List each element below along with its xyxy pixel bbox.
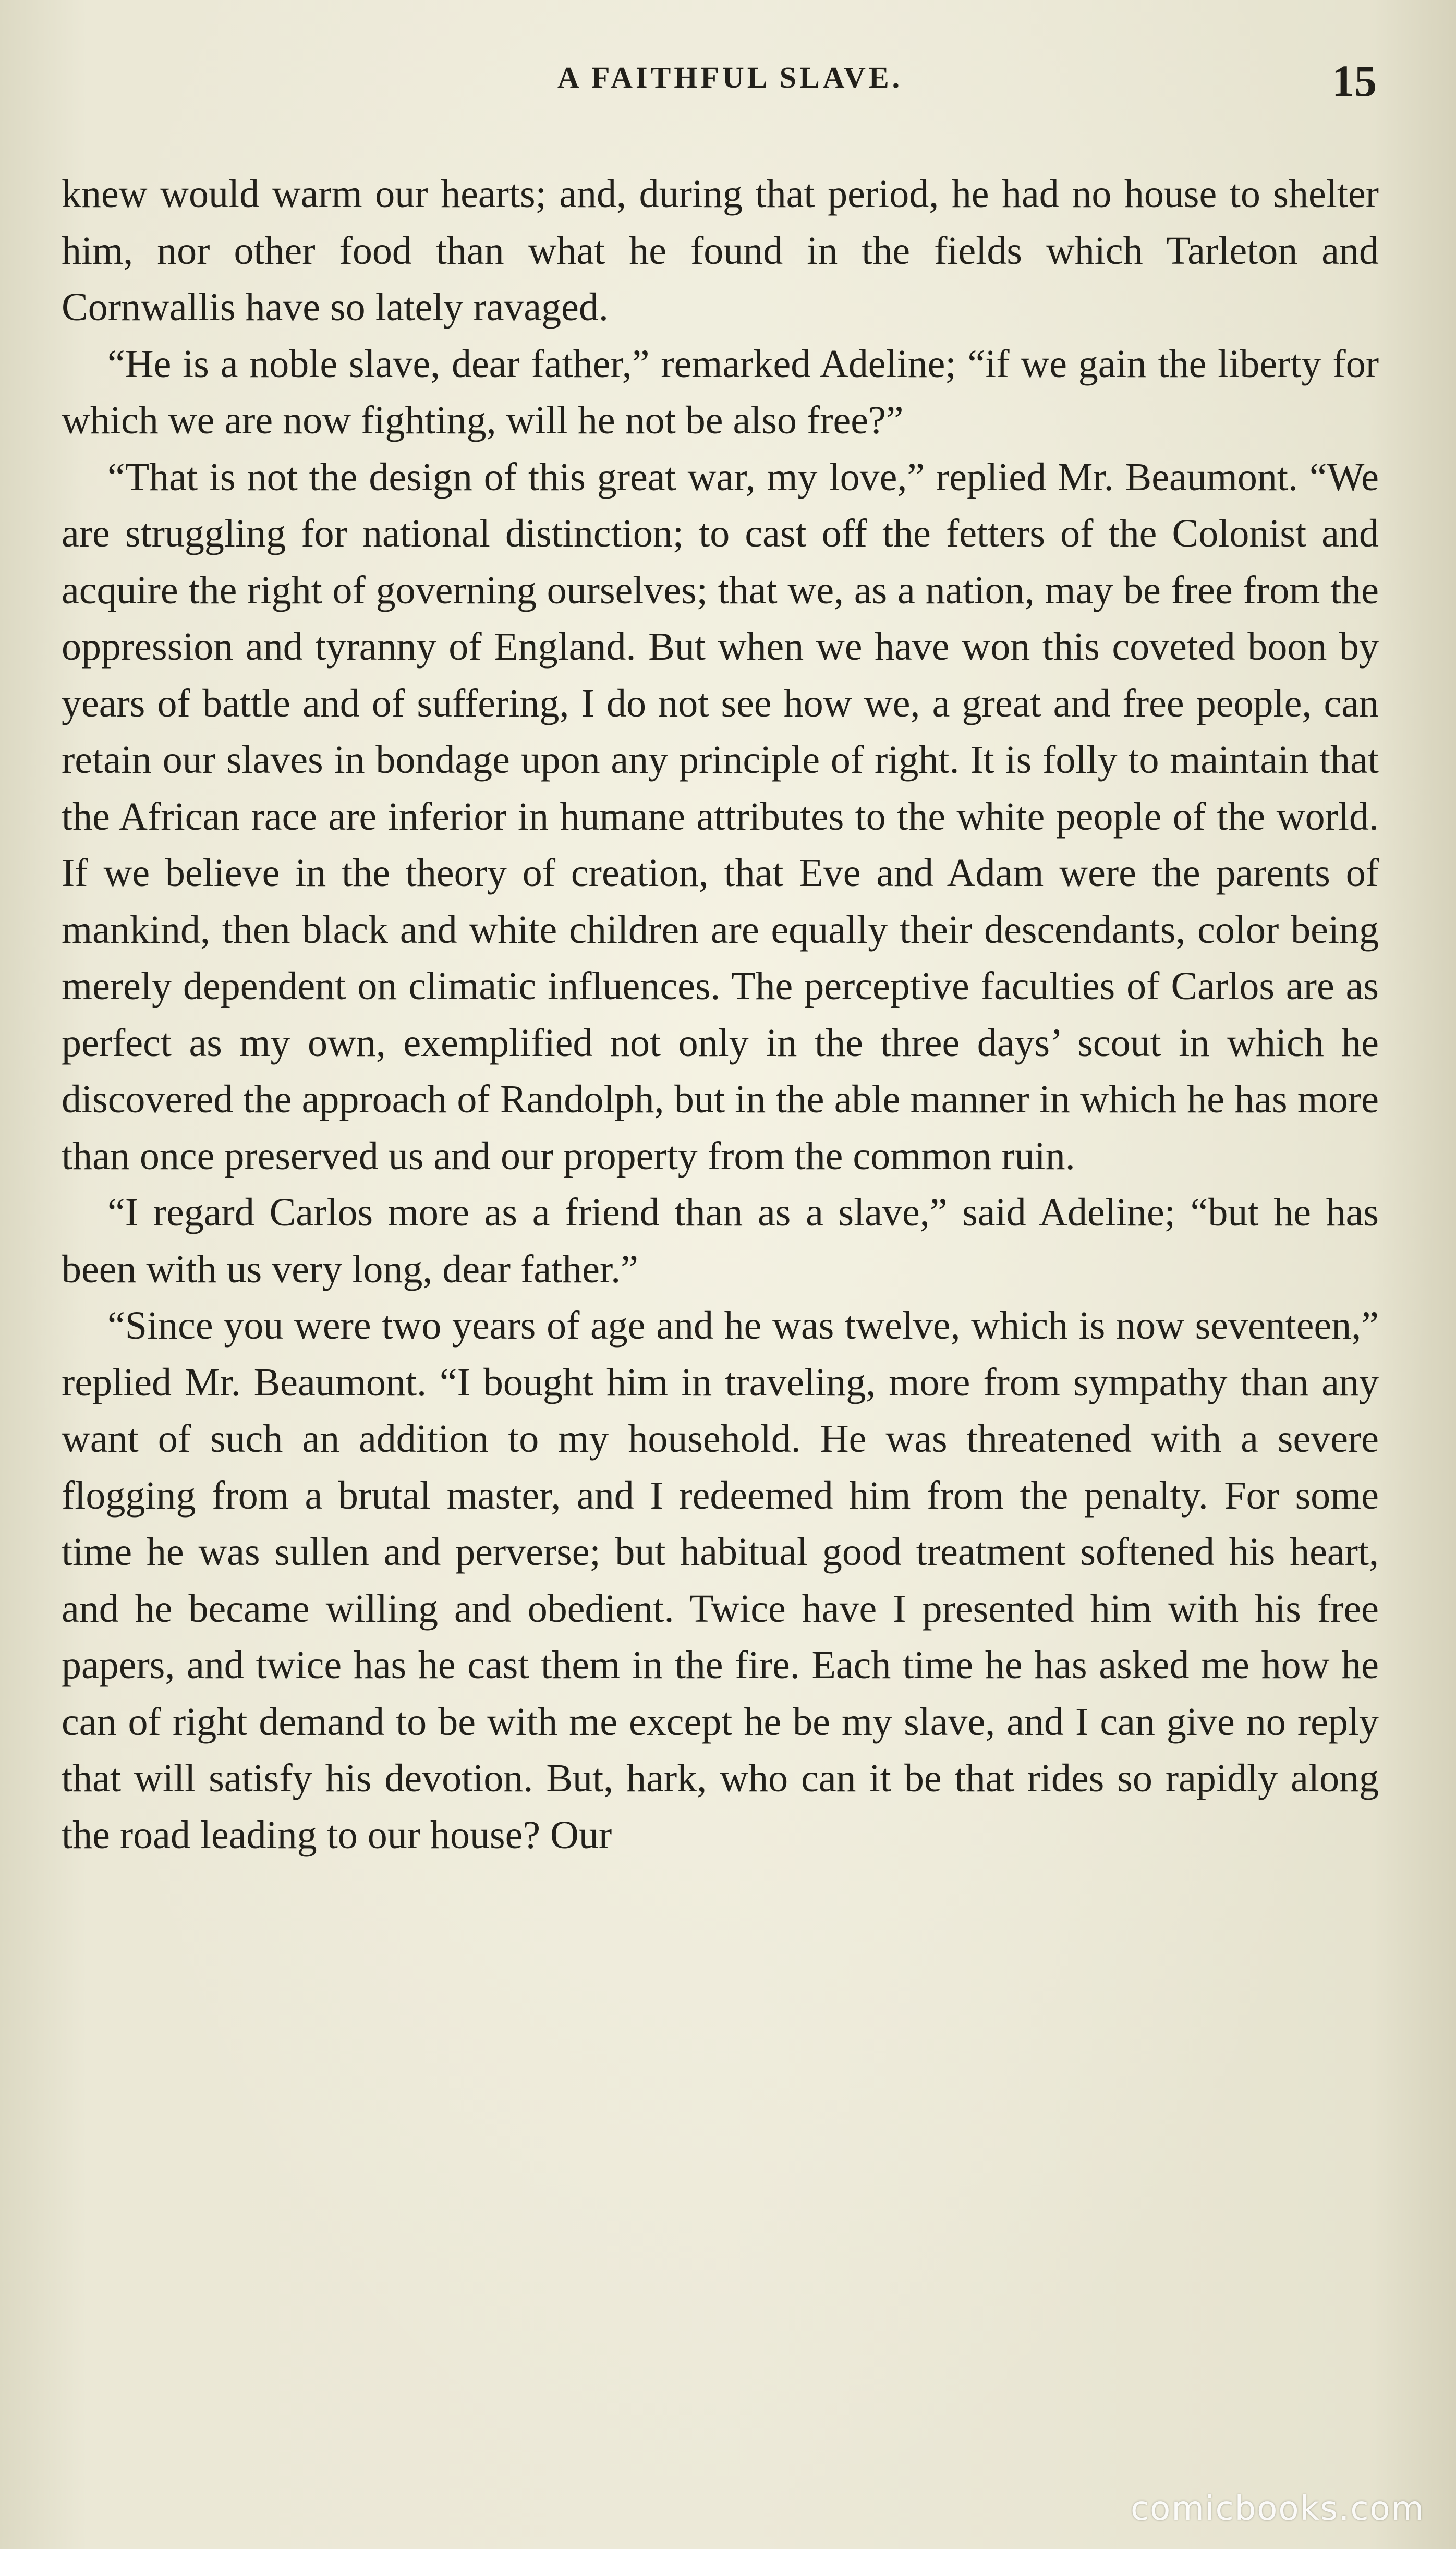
page-number: 15 xyxy=(1332,56,1377,106)
running-head xyxy=(63,55,1398,112)
paragraph: “He is a noble slave, dear father,” remarked Adeline; “if we gain the liberty for which we are now fighting, will he not be also free?” xyxy=(62,342,1379,442)
paragraph: “That is not the design of this great war, my love,” replied Mr. Beaumont. “We are struggling for national distinction; to cast off the fetters of the Colonist and acquire the right of governing ourselves; that we, as a nation, may be free from the oppression and tyranny of England. But when we have won this coveted boon by years of battle and of suffering, I do not see how we, a great and free people, can retain our slaves in bondage upon any principle of right. It is folly to maintain that the African race are inferior in humane attributes to the white people of the world. If we believe in the theory of creation, that Eve and Adam were the parents of mankind, then black and white children are equally their descendants, color being merely dependent on climatic influences. The perceptive faculties of Carlos are as perfect as my own, exemplified not only in the three days’ scout in which he discovered the approach of Randolph, but in the able manner in which he has more than once preserved us and our property from the common ruin. xyxy=(62,455,1379,1178)
watermark: comicbooks.com xyxy=(1130,2490,1425,2528)
paragraph-continuation: knew would warm our hearts; and, during that period, he had no house to shelter him, nor other food than what he found in the fields which Tarleton and Cornwallis have so lately ravaged. xyxy=(62,172,1379,329)
paragraph: “I regard Carlos more as a friend than as a slave,” said Adeline; “but he has been with us very long, dear father.” xyxy=(62,1191,1379,1291)
paragraph: “Since you were two years of age and he was twelve, which is now seventeen,” replied Mr. Beaumont. “I bought him in traveling, more from sympathy than any want of such an addition to my household. He was threatened with a severe flogging from a brutal master, and I redeemed him from the penalty. For some time he was sullen and perverse; but habitual good treatment softened his heart, and he became willing and obedient. Twice have I presented him with his free papers, and twice has he cast them in the fire. Each time he has asked me how he can of right demand to be with me except he be my slave, and I can give no reply that will satisfy his devotion. But, hark, who can it be that rides so rapidly along the road leading to our house? Our xyxy=(62,1304,1379,1857)
running-title: A FAITHFUL SLAVE. xyxy=(557,60,903,94)
body-text xyxy=(62,166,1379,1863)
